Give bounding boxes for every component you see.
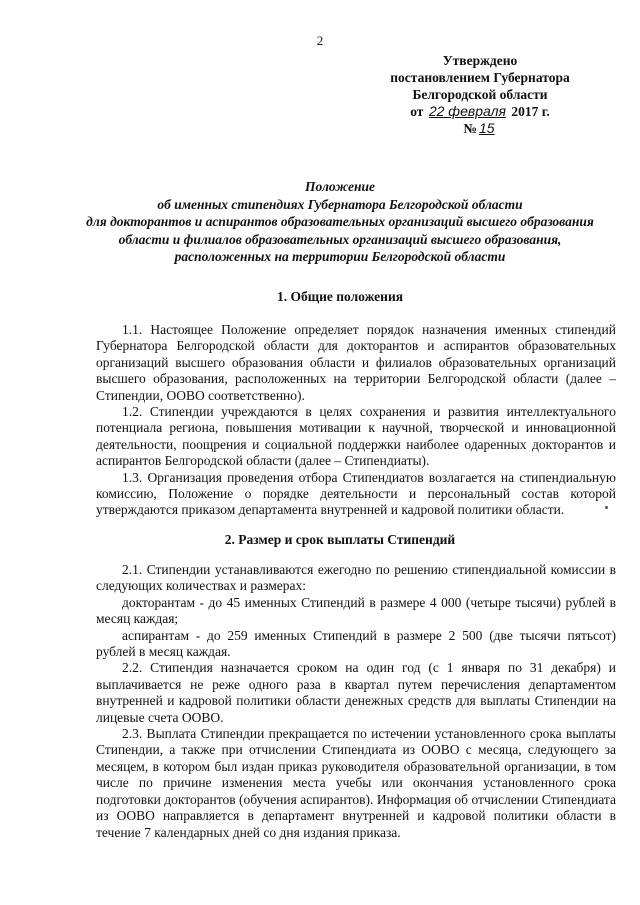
section-2-body: [96, 562, 616, 841]
paragraph: 2.2. Стипендия назначается сроком на один год (с 1 января по 31 декабря) и выплачивается не реже одного раза в квартал путем перечисления департаментом внутренней и кадровой политики области денежных средств для выплаты Стипендии на лицевые счета ООВО.: [96, 660, 616, 725]
section-1-heading: 1. Общие положения: [276, 289, 404, 304]
approval-line-decree: постановлением Губернатора: [390, 70, 570, 85]
date-suffix: 2017 г.: [511, 104, 550, 119]
paragraph: 1.1. Настоящее Положение определяет порядок назначения именных стипендий Губернатора Белгородской области для докторантов и аспирантов образовательных организаций высшего образования области и филиалов образовательных организаций высшего образования, расположенных на территории Белгородской области (далее – Стипендии, ООВО соответственно).: [96, 322, 616, 403]
paragraph: докторантам - до 45 именных Стипендий в размере 4 000 (четыре тысячи) рублей в месяц каждая;: [96, 594, 616, 627]
title-line: для докторантов и аспирантов образовательных организаций высшего образования: [86, 214, 594, 230]
paragraph: 2.3. Выплата Стипендии прекращается по истечении установленного срока выплаты Стипендии, а также при отчислении Стипендиата из ООВО с месяца, следующего за месяцем, в котором был издан приказ руководителя образовательной организации, в том числе по причине изменения места учебы или окончания установленного срока подготовки докторантов (обучения аспирантов). Информация об отчислении Стипендиата из ООВО направляется в департамент внутренней и кадровой политики области в течение 7 календарных дней со дня издания приказа.: [96, 726, 616, 840]
date-prefix: от: [410, 104, 424, 119]
page-number: 2: [316, 33, 324, 48]
paragraph: аспирантам - до 259 именных Стипендий в размере 2 500 (две тысячи пятьсот) рублей в месяц каждая.: [96, 627, 616, 660]
title-line: расположенных на территории Белгородской области: [174, 249, 506, 265]
section-2-heading: 2. Размер и срок выплаты Стипендий: [224, 532, 456, 547]
paragraph: 2.1. Стипендии устанавливаются ежегодно по решению стипендиальной комиссии в следующих количествах и размерах:: [96, 562, 616, 594]
number-prefix: №: [463, 121, 477, 136]
approval-line-approved: Утверждено: [442, 53, 518, 68]
section-1-body: [96, 322, 616, 519]
number-handwritten: 15: [479, 120, 495, 136]
title-line: об именных стипендиях Губернатора Белгородской области: [157, 196, 523, 212]
approval-date-line: [360, 103, 600, 120]
title-line: области и филиалов образовательных организаций высшего образования,: [118, 231, 562, 247]
paragraph: 1.2. Стипендии учреждаются в целях сохранения и развития интеллектуального потенциала региона, повышения мотивации к научной, творческой и инновационной деятельности, поощрения и социальной поддержки наиболее одаренных докторантов и аспирантов Белгородской области (далее – Стипендиаты).: [96, 404, 616, 469]
approval-number-line: [360, 120, 600, 137]
date-handwritten: 22 февраля: [428, 103, 507, 119]
paragraph: 1.3. Организация проведения отбора Стипендиатов возлагается на стипендиальную комиссию, Положение о порядке деятельности и персональный состав которой утверждаются приказом департамента внутренней и кадровой политики области.: [96, 469, 616, 518]
ink-dot: [605, 506, 608, 509]
document-title: [40, 178, 640, 266]
approval-line-region: Белгородской области: [412, 87, 548, 102]
title-line: Положение: [305, 179, 375, 194]
approval-block: [360, 52, 600, 137]
